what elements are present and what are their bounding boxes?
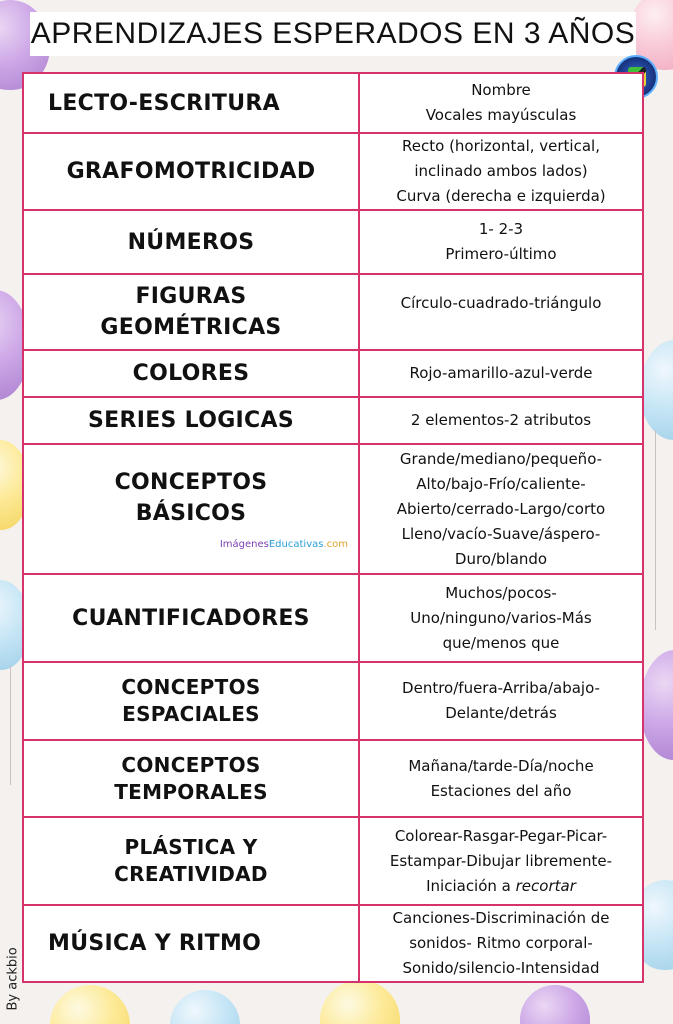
balloon-string <box>10 665 11 785</box>
table-row <box>23 73 643 133</box>
category-cell <box>23 274 359 350</box>
description-cell <box>359 662 643 740</box>
description-line: Abierto/cerrado-Largo/corto <box>396 499 606 518</box>
description-line: Dentro/fuera-Arriba/abajo- <box>402 679 600 697</box>
table-row <box>23 397 643 444</box>
description-line: Grande/mediano/pequeño- <box>399 449 603 468</box>
description-line: Rojo-amarillo-azul-verde <box>409 364 593 382</box>
table-row <box>23 740 643 817</box>
description-cell <box>359 444 643 574</box>
table-row <box>23 210 643 274</box>
description-line: Estaciones del año <box>430 781 572 800</box>
category-cell <box>23 662 359 740</box>
description-line: Uno/ninguno/varios-Más <box>410 608 592 627</box>
description-line: Vocales mayúsculas <box>425 106 577 124</box>
table-row <box>23 350 643 397</box>
description-line: Sonido/silencio-Intensidad <box>402 959 600 977</box>
description-cell <box>359 397 643 444</box>
category-cell <box>23 210 359 274</box>
table-row <box>23 444 643 574</box>
category-cell <box>23 397 359 444</box>
category-label: CONCEPTOS <box>121 752 261 777</box>
category-label: GEOMÉTRICAS <box>100 315 282 340</box>
description-line: Iniciación a recortar <box>426 876 576 895</box>
category-label: PLÁSTICA Y <box>124 835 258 859</box>
description-line: Mañana/tarde-Día/noche <box>408 756 594 775</box>
description-line: Canciones-Discriminación de <box>392 909 610 927</box>
category-label: CUANTIFICADORES <box>72 605 310 631</box>
description-cell <box>359 210 643 274</box>
page-title: APRENDIZAJES ESPERADOS EN 3 AÑOS <box>30 12 636 56</box>
description-line: que/menos que <box>442 633 560 652</box>
description-line: Alto/bajo-Frío/caliente- <box>416 474 586 493</box>
balloon-decoration <box>50 985 130 1024</box>
category-label: MÚSICA Y RITMO <box>48 931 262 956</box>
table-row <box>23 662 643 740</box>
description-cell <box>359 817 643 905</box>
description-line: 1- 2-3 <box>478 220 524 238</box>
learning-outcomes-table <box>22 72 644 983</box>
category-cell <box>23 574 359 662</box>
balloon-decoration <box>320 980 400 1024</box>
category-cell <box>23 905 359 982</box>
category-label: GRAFOMOTRICIDAD <box>66 159 316 184</box>
description-line: Nombre <box>471 81 531 99</box>
category-label: LECTO-ESCRITURA <box>48 90 280 116</box>
category-label: CONCEPTOS <box>121 675 261 699</box>
description-line: Duro/blando <box>454 549 548 568</box>
description-line: 2 elementos-2 atributos <box>410 411 592 429</box>
category-label: NÚMEROS <box>127 229 255 255</box>
description-line: Primero-último <box>445 245 557 263</box>
byline-text: By ackbio <box>5 947 21 1011</box>
description-line: Colorear-Rasgar-Pegar-Picar- <box>394 826 608 845</box>
table-row <box>23 574 643 662</box>
byline <box>4 944 22 1014</box>
description-cell <box>359 73 643 133</box>
table-row <box>23 274 643 350</box>
category-cell <box>23 740 359 817</box>
category-label: FIGURAS <box>135 284 247 309</box>
category-label: COLORES <box>132 361 250 386</box>
description-line: Muchos/pocos- <box>445 583 557 602</box>
description-cell <box>359 133 643 210</box>
category-label: TEMPORALES <box>114 779 268 804</box>
category-cell <box>23 444 359 574</box>
category-label: BÁSICOS <box>135 501 247 526</box>
category-label: CONCEPTOS <box>114 470 268 495</box>
balloon-decoration <box>170 990 240 1024</box>
table-row <box>23 133 643 210</box>
category-label: SERIES LOGICAS <box>88 408 294 433</box>
category-cell <box>23 817 359 905</box>
balloon-decoration <box>640 340 673 440</box>
category-cell <box>23 133 359 210</box>
description-line: Círculo-cuadrado-triángulo <box>400 294 602 312</box>
balloon-decoration <box>520 985 590 1024</box>
description-line: inclinado ambos lados) <box>414 162 588 180</box>
description-line: Recto (horizontal, vertical, <box>402 137 600 155</box>
category-cell <box>23 73 359 133</box>
description-line: Curva (derecha e izquierda) <box>396 187 606 205</box>
description-cell <box>359 574 643 662</box>
table-row <box>23 817 643 905</box>
category-cell <box>23 350 359 397</box>
description-line: Lleno/vacío-Suave/áspero- <box>401 524 601 543</box>
description-cell <box>359 350 643 397</box>
category-label: ESPACIALES <box>122 702 260 726</box>
description-line: Delante/detrás <box>445 704 557 722</box>
table-row <box>23 905 643 982</box>
description-cell <box>359 905 643 982</box>
category-label: CREATIVIDAD <box>114 862 268 886</box>
balloon-decoration <box>640 650 673 760</box>
watermark-text: ImágenesEducativas.com <box>219 539 348 550</box>
description-cell <box>359 274 643 350</box>
balloon-string <box>655 430 656 630</box>
description-line: Estampar-Dibujar libremente- <box>389 851 613 870</box>
description-cell <box>359 740 643 817</box>
description-line: sonidos- Ritmo corporal- <box>409 934 593 952</box>
